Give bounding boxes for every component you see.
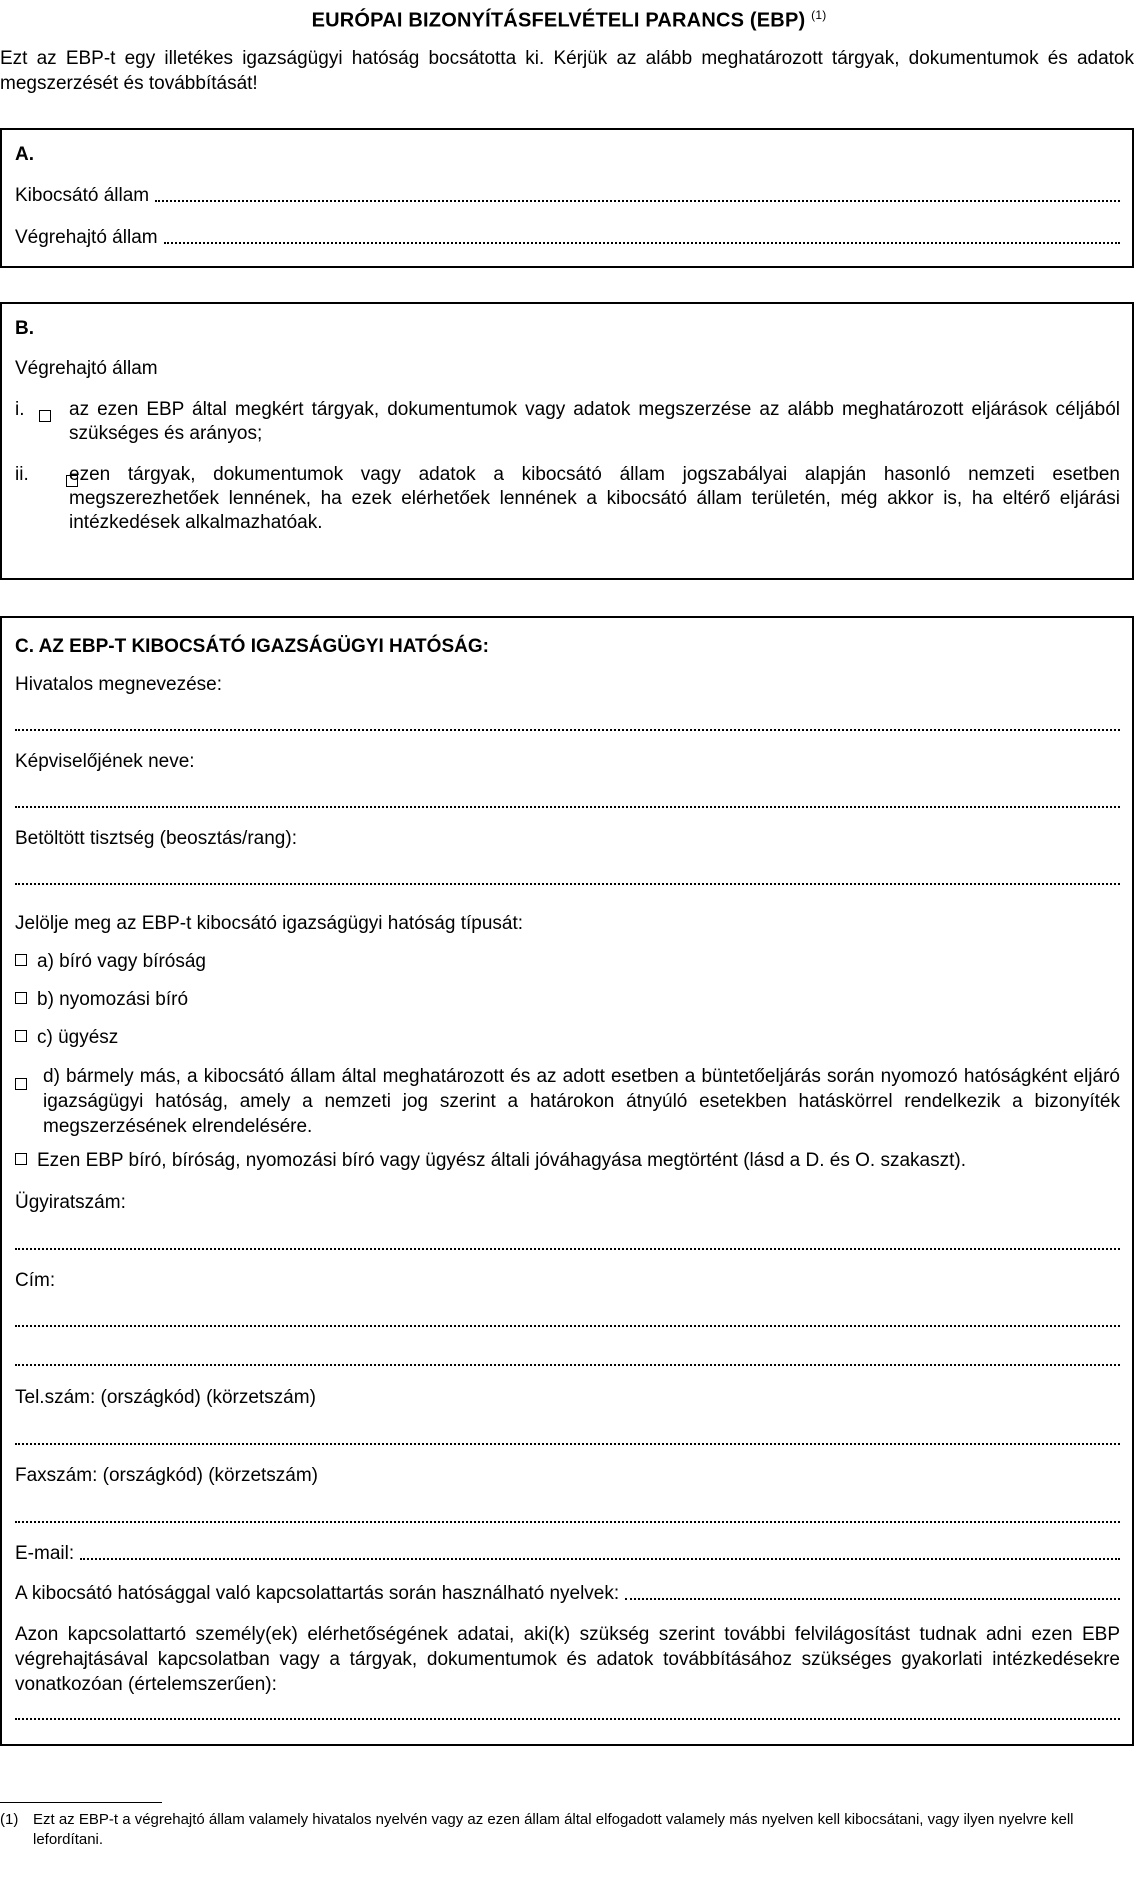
languages-field[interactable] — [15, 1583, 1120, 1605]
item-i-checkbox[interactable] — [39, 410, 51, 422]
section-c — [0, 616, 1134, 1746]
section-a — [0, 128, 1134, 268]
email-field[interactable] — [15, 1543, 1120, 1565]
file-number-label: Ügyiratszám: — [15, 1192, 126, 1213]
option-b-investigating-judge[interactable]: b) nyomozási bíró — [15, 989, 1120, 1011]
representative-field[interactable] — [15, 806, 1120, 808]
phone-field[interactable] — [15, 1443, 1120, 1445]
address-field-line-2[interactable] — [15, 1364, 1120, 1366]
section-b-executing-state-label: Végrehajtó állam — [15, 358, 158, 379]
issuing-state-label: Kibocsátó állam — [15, 185, 150, 206]
item-i-marker: i. — [15, 399, 25, 420]
option-c-prosecutor[interactable]: c) ügyész — [15, 1027, 1120, 1049]
option-c-checkbox[interactable] — [15, 1030, 27, 1042]
item-i-text: az ezen EBP által megkért tárgyak, dokumentumok vagy adatok megszerzése az alább meghatározott eljárások céljából szükséges és arányos; — [69, 399, 1120, 444]
item-ii-text: ezen tárgyak, dokumentumok vagy adatok a kibocsátó állam jogszabályai alapján hasonló nemzeti esetben megszerezhetőek lennének, ha ezek elérhetőek lennének a kibocsátó állam területén, még akkor is, ha eltérő eljárási intézkedések alkalmazhatóak. — [69, 464, 1120, 533]
fax-label: Faxszám: (országkód) (körzetszám) — [15, 1465, 319, 1486]
option-b-checkbox[interactable] — [15, 992, 27, 1004]
address-label: Cím: — [15, 1270, 56, 1291]
section-c-heading: C. AZ EBP-T KIBOCSÁTÓ IGAZSÁGÜGYI HATÓSÁG: — [15, 636, 489, 657]
validation-row[interactable]: Ezen EBP bíró, bíróság, nyomozási bíró vagy ügyész általi jóváhagyása megtörtént (lásd a D. és O. szakaszt). — [15, 1150, 1120, 1172]
page-title: EURÓPAI BIZONYÍTÁSFELVÉTELI PARANCS (EBP) $^{(1)}$ — [311, 8, 827, 32]
item-ii-marker: ii. — [15, 464, 29, 485]
email-label: E-mail: — [15, 1543, 75, 1564]
option-a-judge[interactable]: a) bíró vagy bíróság — [15, 951, 1120, 973]
section-a-heading: A. — [15, 144, 34, 165]
position-label: Betöltött tisztség (beosztás/rang): — [15, 828, 297, 849]
validation-checkbox[interactable] — [15, 1153, 27, 1165]
footnote — [0, 1810, 1134, 1850]
option-a-checkbox[interactable] — [15, 954, 27, 966]
executing-state-label: Végrehajtó állam — [15, 227, 158, 248]
option-d-text: d) bármely más, a kibocsátó állam által meghatározott és az adott esetben a büntetőeljárás során nyomozó hatóságként eljáró igazságügyi hatóság, amely a nemzeti jog szerint a határokon átnyúló esetekben hatáskörrel rendelkezik a bizonyíték megszerzésének elrendelésére. — [43, 1066, 1120, 1137]
intro-text: Ezt az EBP-t egy illetékes igazságügyi hatóság bocsátotta ki. Kérjük az alább meghatározott tárgyak, dokumentumok és adatok megszerzését és továbbítását! — [0, 48, 1134, 94]
footnote-ref: (1) — [811, 8, 827, 22]
phone-label: Tel.szám: (országkód) (körzetszám) — [15, 1387, 316, 1408]
file-number-field[interactable] — [15, 1248, 1120, 1250]
address-field-line-1[interactable] — [15, 1325, 1120, 1327]
footnote-marker: (1) — [0, 1811, 19, 1828]
issuing-state-field[interactable] — [15, 185, 1120, 207]
footnote-text: Ezt az EBP-t a végrehajtó állam valamely hivatalos nyelvén vagy az ezen állam által elfogadott valamely más nyelven kell kibocsátani, vagy ilyen nyelvre kell lefordítani. — [33, 1811, 1074, 1848]
official-name-field[interactable] — [15, 729, 1120, 731]
section-b — [0, 302, 1134, 580]
executing-state-field[interactable] — [15, 227, 1120, 249]
languages-label: A kibocsátó hatósággal való kapcsolattartás során használható nyelvek: — [15, 1583, 620, 1604]
section-b-heading: B. — [15, 318, 34, 339]
contact-person-text: Azon kapcsolattartó személy(ek) elérhetőségének adatai, aki(k) szükség szerint további felvilágosítást tudnak adni ezen EBP végrehajtásával kapcsolatban vagy a tárgyak, dokumentumok és adatok továbbításához szükséges gyakorlati intézkedésekre vonatkozóan (értelemszerűen): — [15, 1624, 1120, 1695]
representative-label: Képviselőjének neve: — [15, 751, 195, 772]
fax-field[interactable] — [15, 1521, 1120, 1523]
position-field[interactable] — [15, 883, 1120, 885]
official-name-label: Hivatalos megnevezése: — [15, 674, 222, 695]
contact-person-field[interactable] — [15, 1718, 1120, 1720]
footnote-divider — [0, 1802, 162, 1803]
option-d-checkbox[interactable] — [15, 1078, 27, 1090]
authority-type-label: Jelölje meg az EBP-t kibocsátó igazságügyi hatóság típusát: — [15, 913, 524, 934]
